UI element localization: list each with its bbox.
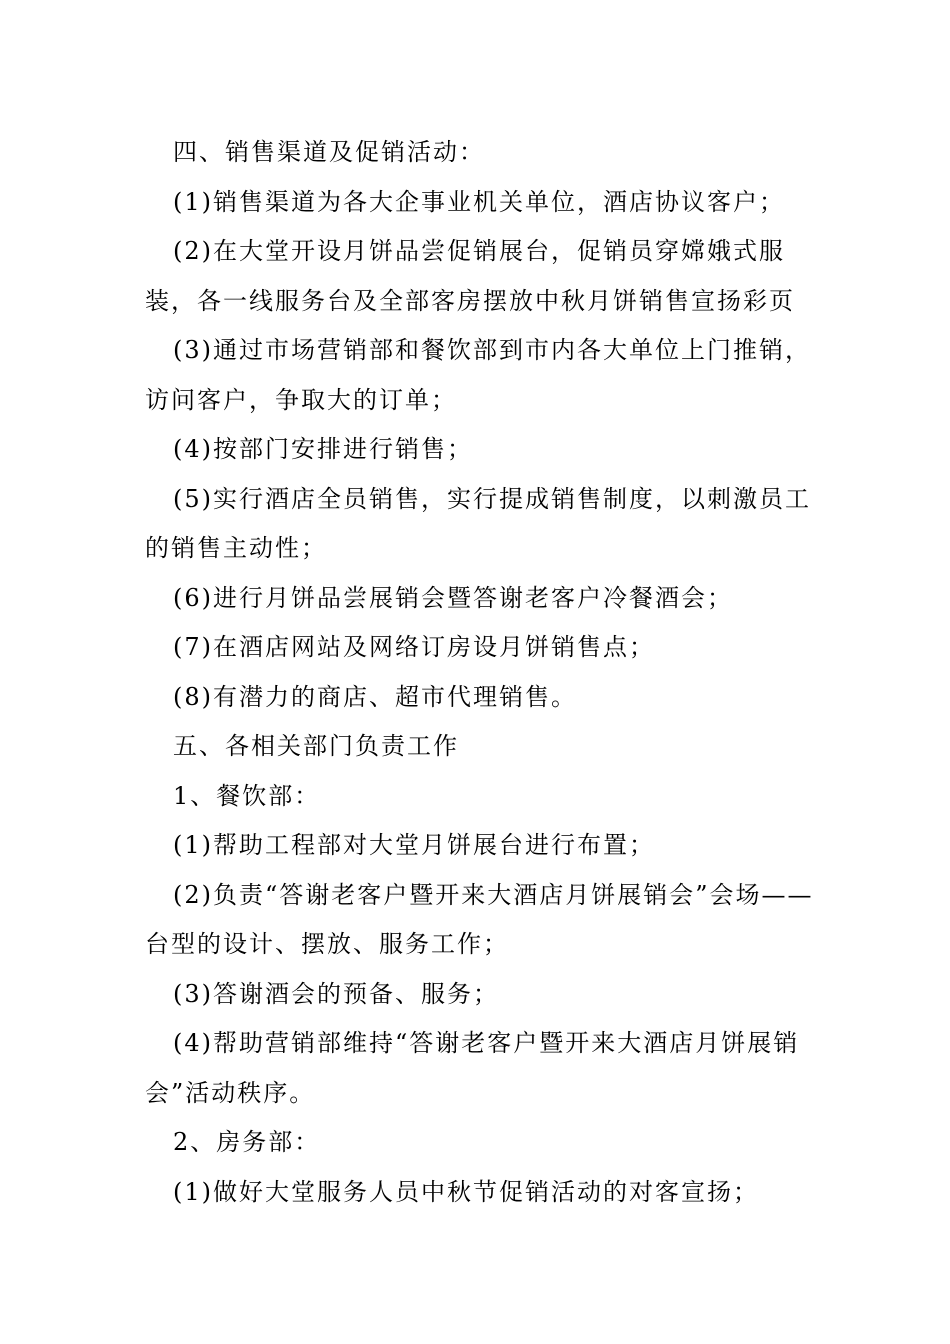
list-item: (2)负责“答谢老客户暨开来大酒店月饼展销会”会场——台型的设计、摆放、服务工作；: [145, 880, 814, 958]
list-item: (3)答谢酒会的预备、服务；: [173, 979, 499, 1008]
list-item: (2)在大堂开设月饼品尝促销展台，促销员穿嫦娥式服装，各一线服务台及全部客房摆放中秋月饼销售宣扬彩页: [145, 237, 795, 315]
section-heading-department-duties: 五、各相关部门负责工作: [173, 732, 459, 760]
subsection-heading-housekeeping: 2、房务部：: [173, 1128, 321, 1156]
list-item: (1)做好大堂服务人员中秋节促销活动的对客宣扬；: [173, 1177, 759, 1206]
list-item: (4)按部门安排进行销售；: [173, 435, 473, 463]
list-item: (1)帮助工程部对大堂月饼展台进行布置；: [173, 831, 655, 859]
list-item: (5)实行酒店全员销售，实行提成销售制度，以刺激员工的销售主动性；: [145, 484, 811, 562]
list-item: (4)帮助营销部维持“答谢老客户暨开来大酒店月饼展销会”活动秩序。: [145, 1029, 800, 1107]
list-item: (7)在酒店网站及网络订房设月饼销售点；: [173, 633, 655, 661]
list-item: (8)有潜力的商店、超市代理销售。: [173, 682, 577, 711]
list-item: (1)销售渠道为各大企事业机关单位，酒店协议客户；: [173, 187, 785, 216]
list-item: (3)通过市场营销部和餐饮部到市内各大单位上门推销，访问客户，争取大的订单；: [145, 336, 811, 414]
list-item: (6)进行月饼品尝展销会暨答谢老客户冷餐酒会；: [173, 583, 733, 612]
subsection-heading-catering: 1、餐饮部：: [173, 781, 321, 810]
document-body: [145, 128, 835, 1217]
section-heading-sales-channels: 四、销售渠道及促销活动：: [173, 138, 485, 166]
